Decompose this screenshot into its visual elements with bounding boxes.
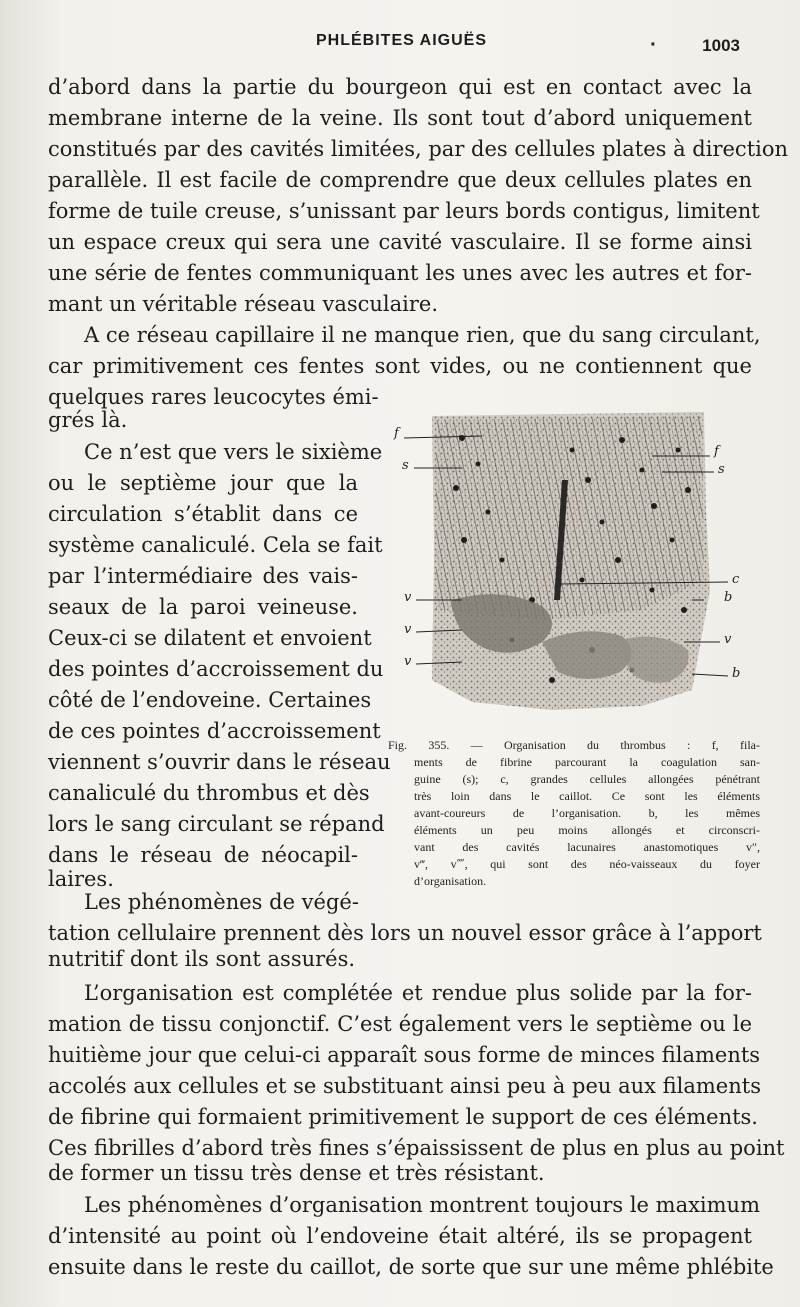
text-line: Ceux-ci se dilatent et envoient <box>48 626 372 650</box>
page-header <box>0 30 800 58</box>
text-line: des pointes d’accroissement du <box>48 657 384 681</box>
text-line: côté de l’endoveine. Certaines <box>48 688 372 712</box>
text-line: par l’intermédiaire des vais- <box>48 564 358 588</box>
thrombus-illustration <box>392 410 762 740</box>
text-line: grés là. <box>48 408 128 432</box>
fibrin-bundles <box>436 416 704 620</box>
label-v-right: v <box>724 632 732 647</box>
text-line: Ce n’est que vers le sixième <box>84 440 383 464</box>
text-line: dans le réseau de néocapil- <box>48 843 358 867</box>
text-line: système canaliculé. Cela se fait <box>48 533 383 557</box>
label-v-left-2: v <box>404 622 412 637</box>
label-b-bottom: b <box>732 666 741 681</box>
text-line: accolés aux cellules et se substituant ainsi peu à peu aux filaments <box>48 1074 761 1098</box>
page-number: · 1003 <box>702 36 740 56</box>
text-line: de fibrine qui formaient primitivement le support de ces éléments. <box>48 1105 758 1129</box>
caption-line: éléments un peu moins allongés et circonscri- <box>414 823 760 837</box>
running-title: PHLÉBITES AIGUËS <box>316 32 487 49</box>
text-line: constitués par des cavités limitées, par des cellules plates à direction <box>48 137 789 161</box>
text-line: A ce réseau capillaire il ne manque rien, que du sang circulant, <box>84 323 761 347</box>
text-line: canaliculé du thrombus et dès <box>48 781 370 805</box>
text-line: laires. <box>48 867 114 891</box>
text-line: lors le sang circulant se répand <box>48 812 385 836</box>
label-v-left-1: v <box>404 590 412 605</box>
caption-line: ments de fibrine parcourant la coagulation san- <box>414 755 760 769</box>
text-line: mant un véritable réseau vasculaire. <box>48 292 438 316</box>
text-line: quelques rares leucocytes émi- <box>48 385 379 409</box>
text-line: membrane interne de la veine. Ils sont tout d’abord uniquement <box>48 106 752 130</box>
text-line: une série de fentes communiquant les unes avec les autres et for- <box>48 261 752 285</box>
text-line: de former un tissu très dense et très résistant. <box>48 1161 545 1185</box>
text-line: nutritif dont ils sont assurés. <box>48 947 356 971</box>
caption-line: v‴, v⁗, qui sont des néo-vaisseaux du foyer <box>414 857 760 871</box>
label-c: c <box>732 572 740 587</box>
caption-line: avant-coureurs de l’organisation. b, les mêmes <box>414 806 760 820</box>
text-line: Ces fibrilles d’abord très fines s’épaississent de plus en plus au point <box>48 1136 785 1160</box>
label-b-top: b <box>724 590 733 605</box>
text-line: parallèle. Il est facile de comprendre que deux cellules plates en <box>48 168 752 192</box>
text-line: de ces pointes d’accroissement <box>48 719 381 743</box>
text-line: ensuite dans le reste du caillot, de sorte que sur une même phlébite <box>48 1255 774 1279</box>
label-v-left-3: v <box>404 654 412 669</box>
text-line: d’abord dans la partie du bourgeon qui est en contact avec la <box>48 75 752 99</box>
text-line: forme de tuile creuse, s’unissant par leurs bords contigus, limitent <box>48 199 760 223</box>
text-line: Les phénomènes de végé- <box>84 890 359 914</box>
text-line: viennent s’ouvrir dans le réseau <box>48 750 391 774</box>
text-line: car primitivement ces fentes sont vides, ou ne contiennent que <box>48 354 752 378</box>
caption-line: guine (s); c, grandes cellules allongées pénétrant <box>414 772 760 786</box>
text-line: tation cellulaire prennent dès lors un nouvel essor grâce à l’apport <box>48 921 762 945</box>
label-s-right: s <box>718 462 725 477</box>
figure-355 <box>392 410 762 740</box>
caption-line: d’organisation. <box>414 874 487 888</box>
text-line: d’intensité au point où l’endoveine était altéré, ils se propagent <box>48 1224 752 1248</box>
figure-caption <box>388 737 760 890</box>
label-s-left: s <box>402 458 409 473</box>
text-line: circulation s’établit dans ce <box>48 502 358 526</box>
text-line: un espace creux qui sera une cavité vasculaire. Il se forme ainsi <box>48 230 752 254</box>
label-f-left: f <box>394 426 399 441</box>
text-line: ou le septième jour que la <box>48 471 358 495</box>
text-line: seaux de la paroi veineuse. <box>48 595 358 619</box>
text-line: L’organisation est complétée et rendue plus solide par la for- <box>84 981 752 1005</box>
caption-line: Fig. 355. — Organisation du thrombus : f, fila- <box>388 738 760 752</box>
text-line: mation de tissu conjonctif. C’est également vers le septième ou le <box>48 1012 752 1036</box>
label-f-right: f <box>714 444 719 459</box>
text-line: Les phénomènes d’organisation montrent toujours le maximum <box>84 1193 760 1217</box>
caption-line: vant des cavités lacunaires anastomotiques v″, <box>414 840 760 854</box>
text-line: huitième jour que celui-ci apparaît sous forme de minces filaments <box>48 1043 761 1067</box>
caption-line: très loin dans le caillot. Ce sont les éléments <box>414 789 760 803</box>
